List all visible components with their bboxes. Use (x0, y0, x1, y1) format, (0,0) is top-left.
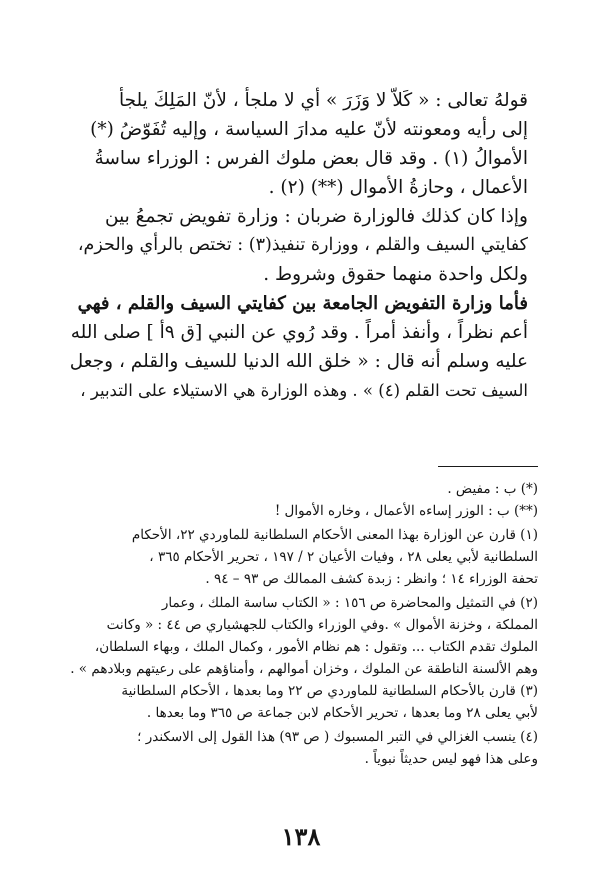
main-text-line: عليه وسلم أنه قال : « خلق الله الدنيا للسيف والقلم ، وجعل (70, 351, 528, 372)
footnote-line: وعلى هذا فهو ليس حديثاً نبوياً . (364, 751, 538, 767)
main-text-line: ولكل واحدة منهما حقوق وشروط . (263, 264, 528, 285)
footnote-line: (٢) في التمثيل والمحاضرة ص ١٥٦ : « الكتاب ساسة الملك ، وعمار (161, 595, 538, 611)
main-text-line: أعم نظراً ، وأنفذ أمراً . وقد رُوي عن النبي [ق ٩أ ] صلى الله (70, 322, 528, 343)
footnote-line: (٤) ينسب الغزالي في التبر المسبوك ( ص ٩٣) هذا القول إلى الاسكندر ؛ (137, 729, 538, 745)
main-text-block (70, 86, 528, 405)
footnote-line: تحفة الوزراء ١٤ ؛ وانظر : زبدة كشف الممالك ص ٩٣ – ٩٤ . (205, 571, 538, 587)
footnote-divider (438, 466, 538, 467)
footnote-line: (٣) قارن بالأحكام السلطانية للماوردي ص ٢٢ وما بعدها ، الأحكام السلطانية (121, 683, 538, 699)
main-text-line: السيف تحت القلم (٤) » . وهذه الوزارة هي الاستيلاء على التدبير ، (80, 381, 528, 400)
main-text-line: الأعمال ، وحازةُ الأموال (**) (٢) . (268, 177, 528, 198)
footnote-line: الملوك تقدم الكتاب ... وتقول : هم نظام الأمور ، وكمال الملك ، وبهاء السلطان، (94, 639, 538, 655)
footnote-line: (١) قارن عن الوزارة بهذا المعنى الأحكام السلطانية للماوردي ٢٢، الأحكام (131, 527, 538, 543)
main-text-line: كفايتي السيف والقلم ، ووزارة تنفيذ(٣) : تختص بالرأي والحزم، (77, 235, 528, 255)
main-text-line: فأما وزارة التفويض الجامعة بين كفايتي السيف والقلم ، فهي (77, 293, 528, 314)
footnote-line: لأبي يعلى ٢٨ وما بعدها ، تحرير الأحكام لابن جماعة ص ٣٦٥ وما بعدها . (146, 705, 538, 721)
footnote-line: (*) ب : مفيض . (447, 481, 538, 497)
main-text-line: قولهُ تعالى : « كَلاّ لا وَزَرَ » أي لا ملجأ ، لأنّ المَلِكَ يلجأ (118, 90, 528, 111)
page-number: ١٣٨ (281, 822, 321, 851)
footnote-line: (**) ب : الوزر إساءه الأعمال ، وخاره الأموال ! (274, 503, 538, 519)
footnote-line: وهم الألسنة الناطقة عن الملوك ، وخزان أموالهم ، وأمناؤهم على رعيتهم وبلادهم » . (70, 661, 538, 677)
main-text-line: إلى رأيه ومعونته لأنّ عليه مدارَ السياسة ، وإليه تُفَوّضُ (*) (90, 119, 528, 140)
footnote-line: المملكة ، وخزنة الأموال » .وفي الوزراء والكتاب للجهشياري ص ٤٤ : « وكانت (106, 617, 538, 633)
footnote-line: السلطانية لأبي يعلى ٢٨ ، وفيات الأعيان ٢ / ١٩٧ ، تحرير الأحكام ٣٦٥ ، (149, 549, 538, 565)
footnotes-block (62, 478, 538, 770)
main-text-line: الأموالُ (١) . وقد قال بعض ملوك الفرس : الوزراء ساسةُ (94, 148, 528, 169)
main-text-line: وإذا كان كذلك فالوزارة ضربان : وزارة تفويض تجمعُ بين (104, 206, 528, 227)
